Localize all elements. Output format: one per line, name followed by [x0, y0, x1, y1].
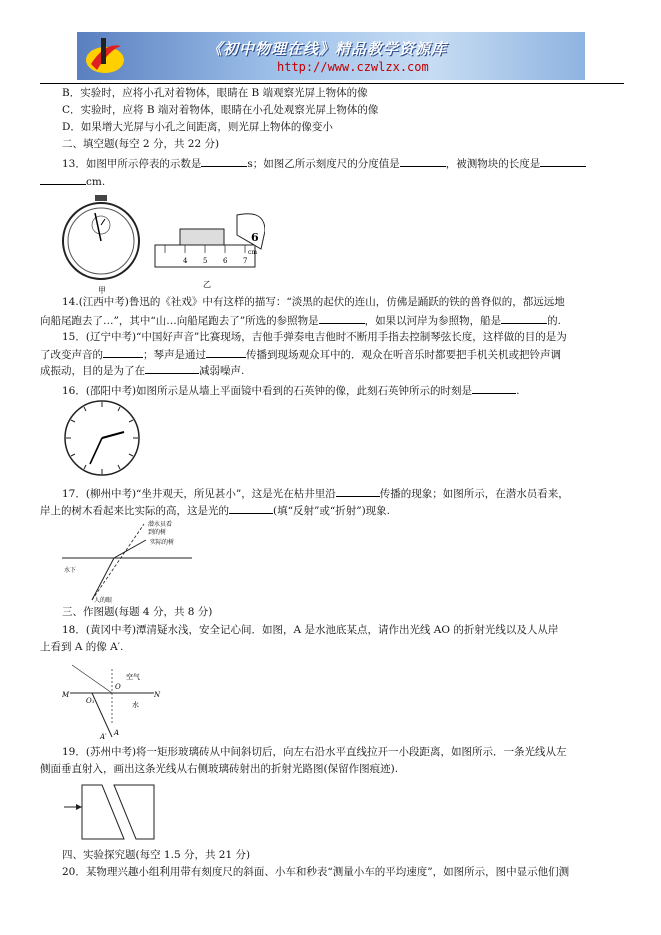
label-water: 水: [132, 701, 139, 709]
figure-glass-blocks: [62, 783, 162, 843]
question-17-line2: 岸上的树木看起来比实际的高，这是光的 (填“反射”或“折射”)现象.: [40, 502, 622, 518]
label-a: 甲: [98, 286, 106, 295]
answer-blank[interactable]: [40, 173, 86, 185]
figure-stopwatch-ruler: [55, 195, 265, 295]
label-n: N: [154, 691, 161, 699]
question-17-line1: 17．(柳州中考)“坐井观天，所见甚小”，这是光在枯井里沿 传播的现象；如图所示，在潜水员看来，: [62, 485, 644, 501]
tick-label: 6: [223, 257, 228, 265]
label-virtual: 潜水员看: [148, 521, 173, 528]
label-m: M: [62, 691, 70, 699]
question-15-line3: 成振动，目的是为了在 减弱噪声.: [40, 362, 622, 378]
label-b: 乙: [203, 280, 211, 289]
question-14-line2: 向船尾跑去了…”，其中“山…向船尾跑去了”所选的参照物是 ，如果以河岸为参照物，船是 的.: [40, 312, 622, 328]
tick-label: 4: [183, 257, 188, 265]
answer-blank[interactable]: [229, 502, 273, 514]
stopwatch-icon: [63, 195, 139, 279]
question-13-line2: cm.: [40, 173, 622, 189]
label-air: 空气: [126, 673, 140, 681]
question-13-line1: 13．如图甲所示停表的示数是 s；如图乙所示刻度尺的分度值是 ，被测物块的长度是: [62, 155, 644, 171]
question-18-line1: 18．(黄冈中考)潭清疑水浅，安全记心间．如图，A 是水池底某点，请作出光线 AO 的折射光线以及人从岸: [62, 624, 559, 636]
label-eye: 人的眼: [94, 597, 113, 603]
option-b: B．实验时，应将小孔对着物体，眼睛在 B 端观察光屏上物体的像: [62, 87, 368, 99]
label-o: O: [115, 683, 121, 691]
answer-blank[interactable]: [201, 155, 247, 167]
tick-label: 7: [243, 257, 248, 265]
label-a: A: [114, 729, 120, 737]
question-20-line1: 20．某物理兴趣小组利用带有刻度尺的斜面、小车和秒表“测量小车的平均速度”，如图所示，图中显示他们测: [62, 866, 570, 878]
unit-label: cm: [248, 249, 258, 256]
answer-blank[interactable]: [400, 155, 446, 167]
option-d: D．如果增大光屏与小孔之间距离，则光屏上物体的像变小: [62, 121, 333, 133]
logo-icon: [83, 36, 127, 76]
question-15-line1: 15．(辽宁中考)“中国好声音”比赛现场，吉他手弹奏电吉他时不断用手指去控制琴弦长度，这样做的目的是为: [62, 331, 567, 343]
label-a-prime: A′: [100, 733, 107, 740]
label-real: 实际的树: [150, 539, 175, 546]
answer-blank[interactable]: [540, 155, 586, 167]
answer-blank[interactable]: [103, 346, 143, 358]
clock-icon: [62, 398, 142, 478]
question-14-line1: 14.(江西中考)鲁迅的《社戏》中有这样的描写：“淡黑的起伏的连山，仿佛是踊跃的铁的兽脊似的，都远远地: [62, 296, 565, 308]
question-15-line2: 了改变声音的 ；琴声是通过 传播到现场观众耳中的．观众在听音乐时都要把手机关机或把铃声调: [40, 346, 622, 362]
question-18-line2: 上看到 A 的像 A′.: [40, 641, 124, 653]
label-o1: O₁: [86, 697, 95, 705]
ruler-icon: [155, 214, 265, 267]
header-rule: [40, 83, 624, 84]
label-water: 水下: [64, 567, 77, 574]
option-c: C．实验时，应将 B 端对着物体，眼睛在小孔处观察光屏上物体的像: [62, 104, 379, 116]
section-heading-draw: 三、作图题(每题 4 分，共 8 分): [62, 606, 213, 618]
section-heading-fill: 二、填空题(每空 2 分，共 22 分): [62, 138, 220, 150]
banner-url[interactable]: http://www.czwlzx.com: [277, 60, 429, 74]
header-banner: [77, 32, 585, 80]
figure-refraction-tree: [62, 518, 202, 603]
figure-pool: [62, 655, 162, 740]
label-virtual2: 到的树: [148, 529, 167, 536]
section-heading-exp: 四、实验探究题(每空 1.5 分，共 21 分): [62, 849, 251, 861]
answer-blank[interactable]: [319, 312, 365, 324]
answer-blank[interactable]: [501, 312, 547, 324]
tick-label: 5: [203, 257, 208, 265]
answer-blank[interactable]: [472, 382, 516, 394]
answer-blank[interactable]: [145, 362, 199, 374]
zoom-mark: 6: [251, 231, 259, 244]
banner-title: 《初中物理在线》精品教学资源库: [207, 40, 448, 58]
question-16: 16．(邵阳中考)如图所示是从墙上平面镜中看到的石英钟的像，此刻石英钟所示的时刻是 .: [62, 382, 644, 398]
question-19-line1: 19．(苏州中考)将一矩形玻璃砖从中间斜切后，向左右沿水平直线拉开一小段距离，如图所示．一条光线从左: [62, 746, 567, 758]
question-19-line2: 侧面垂直射入，画出这条光线从右侧玻璃砖射出的折射光路图(保留作图痕迹).: [40, 763, 399, 775]
answer-blank[interactable]: [336, 485, 380, 497]
answer-blank[interactable]: [206, 346, 246, 358]
